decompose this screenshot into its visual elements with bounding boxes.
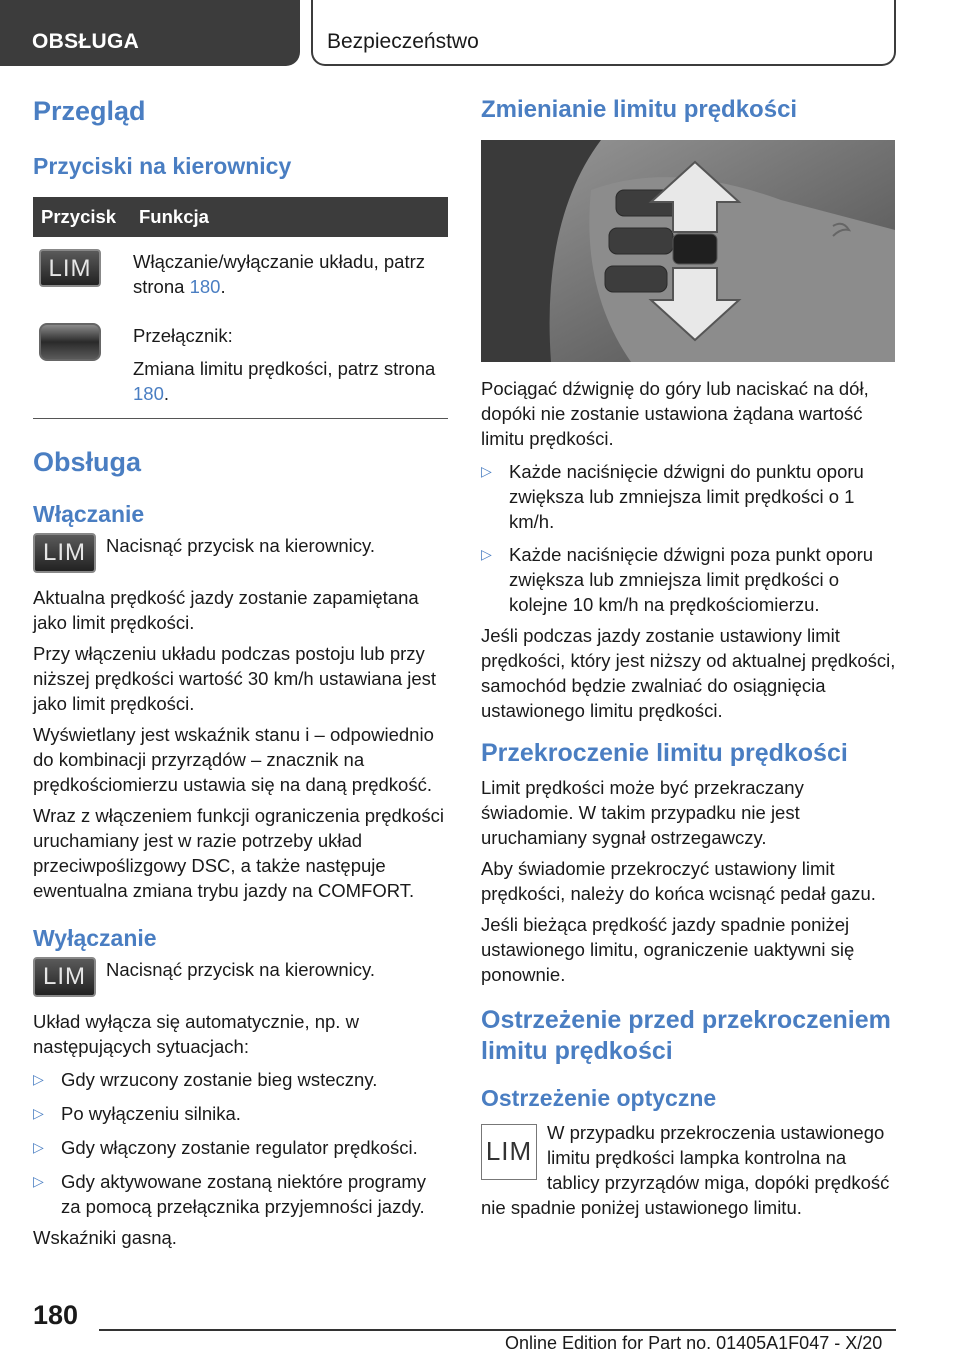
on-heading: Włączanie [33,500,145,527]
col-header-function: Funkcja [131,197,448,237]
page-link[interactable]: 180 [189,276,221,298]
paragraph: Jeśli bieżąca prędkość jazdy spadnie poniżej ustawionego limitu, ograniczenie uaktywni się ponownie. [481,914,855,986]
lim-indicator-icon: LIM [481,1124,537,1180]
change-heading: Zmienianie limitu prędkości [481,96,798,123]
rocker-switch-icon [39,323,101,361]
steering-wheel-illustration [481,140,895,362]
on-instruction-line [33,533,448,573]
visual-warning-block [481,1120,896,1220]
page-number: 180 [33,1300,79,1330]
paragraph: Wraz z włączeniem funkcji ograniczenia prędkości uruchamiany jest w razie potrzeby układ przeciwpoślizgowy DSC, a także następuje ewentualna zmiana trybu jazdy na COMFORT. [33,804,444,901]
paragraph: Pociągać dźwignię do góry lub naciskać na dół, dopóki nie zostanie ustawiona żądana wartość limitu prędkości. [481,377,869,449]
triangle-bullet-icon: ▷ [33,1071,44,1088]
buttons-heading: Przyciski na kierownicy [33,153,292,180]
left-column [33,96,448,1250]
off-instruction-line [33,957,448,997]
table-row: Przełącznik: Zmiana limitu prędkości, patrz strona 180. [33,311,448,419]
table-row: LIM Włączanie/wyłączanie układu, patrz strona 180. [33,237,448,311]
chapter-tab [311,0,896,66]
on-instruction: Nacisnąć przycisk na kierownicy. [106,534,376,556]
off-heading: Wyłączanie [33,924,157,951]
paragraph: Aktualna prędkość jazdy zostanie zapamiętana jako limit prędkości. [33,586,419,633]
lim-button-icon: LIM [33,533,96,573]
change-bullet-list [481,459,896,617]
paragraph: Przy włączeniu układu podczas postoju lub przy niższej prędkości wartość 30 km/h ustawiana jest jako limit prędkości. [33,642,437,714]
page-header [0,0,960,66]
paragraph: Limit prędkości może być przekraczany świadomie. W takim przypadku nie jest uruchamiany sygnał ostrzegawczy. [481,777,804,849]
off-bullet-list [33,1067,448,1219]
triangle-bullet-icon: ▷ [33,1173,44,1190]
row-text: Włączanie/wyłączanie układu, patrz strona [133,251,426,298]
page-link[interactable]: 180 [133,383,164,405]
section-tab [0,0,300,66]
steering-wheel-photo [481,140,895,362]
list-item: ▷ Gdy aktywowane zostaną niektóre programy za pomocą przełącznika przyjemności jazdy. [33,1171,427,1218]
list-item: ▷ Gdy wrzucony zostanie bieg wsteczny. [33,1069,378,1091]
paragraph: Wyświetlany jest wskaźnik stanu i – odpowiednio do kombinacji przyrządów – znacznik na prędkościomierzu ustawia się na daną prędkość. [33,723,434,795]
paragraph: Wskaźniki gasną. [33,1227,177,1249]
paragraph: Układ wyłącza się automatycznie, np. w następujących sytuacjach: [33,1011,359,1058]
exceed-heading: Przekroczenie limitu prędkości [481,738,848,767]
chapter-label: Bezpieczeństwo [327,30,479,53]
off-instruction: Nacisnąć przycisk na kierownicy. [106,959,376,981]
triangle-bullet-icon: ▷ [481,462,492,479]
row-text: Zmiana limitu prędkości, patrz strona [133,358,436,380]
edition-text: Online Edition for Part no. 01405A1F047 - X/20 [505,1333,883,1353]
triangle-bullet-icon: ▷ [33,1139,44,1156]
warning-heading: Ostrzeżenie przed przekroczeniem limitu prędkości [481,1006,891,1066]
lim-button-icon: LIM [33,957,96,997]
paragraph: W przypadku przekroczenia ustawionego limitu prędkości lampka kontrolna na tablicy przyrządów miga, dopóki prędkość nie spadnie poniżej ustawionego limitu. [481,1121,890,1218]
section-label: OBSŁUGA [32,30,140,53]
triangle-bullet-icon: ▷ [33,1105,44,1122]
paragraph: Jeśli podczas jazdy zostanie ustawiony limit prędkości, który jest niższy od aktualnej prędkości, samochód będzie zwalniać do osiągnięcia ustawionego limitu prędkości. [481,624,896,721]
right-column [481,96,896,1220]
row-text: Przełącznik: [133,325,233,347]
col-header-button: Przycisk [33,197,131,237]
paragraph: Aby świadomie przekroczyć ustawiony limit prędkości, należy do końca wcisnąć pedał gazu. [481,858,876,905]
buttons-table [33,197,448,419]
list-item: ▷ Gdy włączony zostanie regulator prędkości. [33,1137,418,1159]
triangle-bullet-icon: ▷ [481,545,492,562]
lim-button-icon: LIM [39,249,101,287]
list-item: ▷ Każde naciśnięcie dźwigni do punktu oporu zwiększa lub zmniejsza limit prędkości o 1 km/h. [481,460,864,532]
visual-warning-heading: Ostrzeżenie optyczne [481,1085,717,1112]
list-item: ▷ Każde naciśnięcie dźwigni poza punkt oporu zwiększa lub zmniejsza limit prędkości o kolejne 10 km/h na prędkościomierzu. [481,543,874,615]
list-item: ▷ Po wyłączeniu silnika. [33,1103,241,1125]
footer-divider [99,1329,896,1331]
operation-heading: Obsługa [33,447,142,478]
overview-heading: Przegląd [33,96,146,126]
